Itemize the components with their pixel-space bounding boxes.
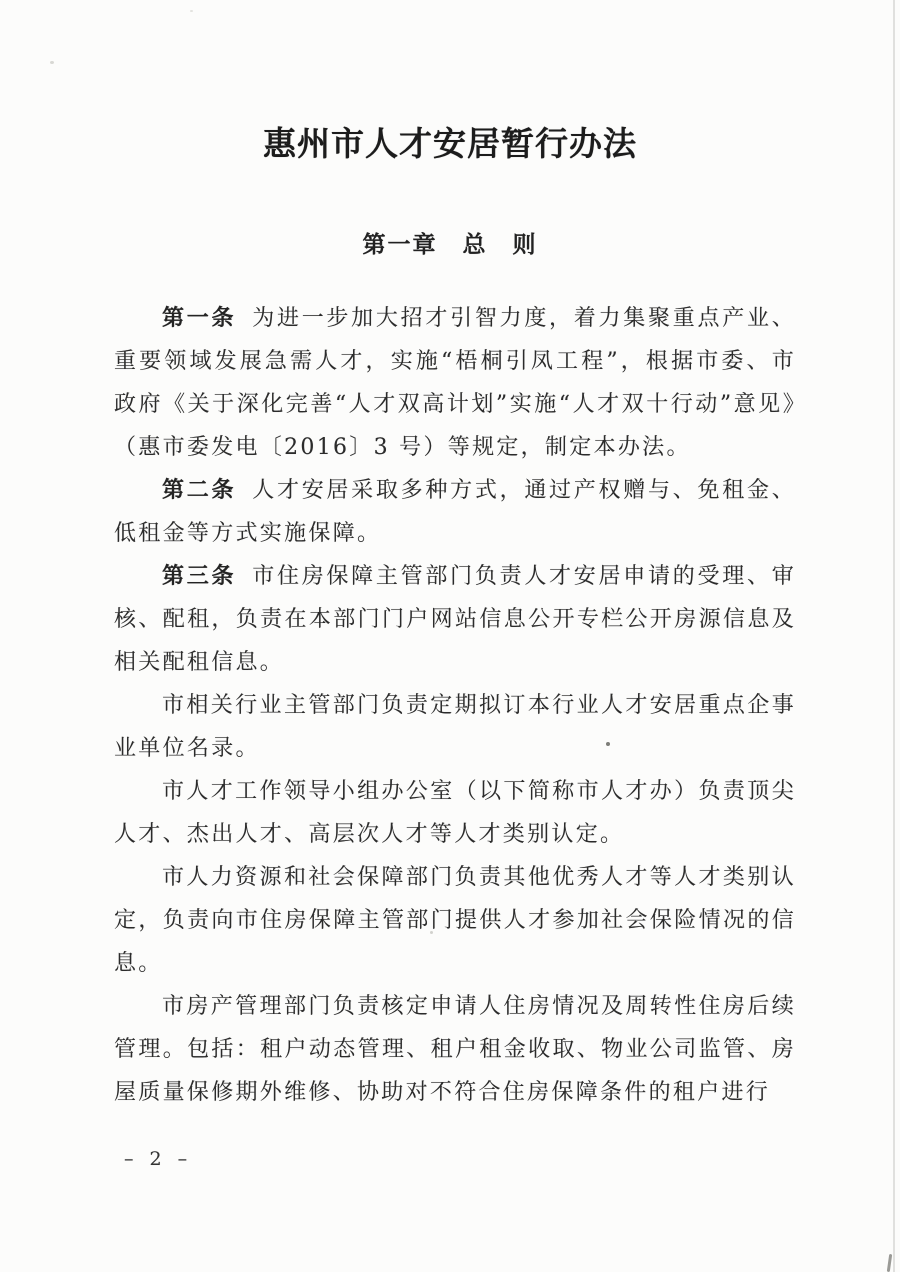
page-number: – 2 – <box>124 1148 193 1170</box>
paragraph-text: 市人力资源和社会保障部门负责其他优秀人才等人才类别认定，负责向市住房保障主管部门提供人才参加社会保险情况的信息。 <box>114 865 796 976</box>
paragraph-article-2 <box>114 469 796 555</box>
paragraph <box>114 856 796 985</box>
chapter-heading: 第一章 总 则 <box>362 232 538 258</box>
scan-speck <box>190 10 193 12</box>
paragraph-text: 为进一步加大招才引智力度，着力集聚重点产业、重要领域发展急需人才，实施“梧桐引凤工程”，根据市委、市政府《关于深化完善“人才双高计划”实施“人才双十行动”意见》（惠市委发电〔2016〕3 号）等规定，制定本办法。 <box>114 306 796 460</box>
article-label: 第三条 <box>162 564 237 589</box>
paragraph-text: 市人才工作领导小组办公室（以下简称市人才办）负责顶尖人才、杰出人才、高层次人才等人才类别认定。 <box>114 779 796 847</box>
scan-edge-mark <box>887 1254 892 1272</box>
document-title: 惠州市人才安居暂行办法 <box>263 124 637 163</box>
scan-edge-line <box>893 0 895 1272</box>
paragraph <box>114 770 796 856</box>
document-body <box>114 297 796 1114</box>
article-label: 第二条 <box>162 478 237 503</box>
article-label: 第一条 <box>162 306 237 331</box>
paragraph <box>114 684 796 770</box>
paragraph <box>114 985 796 1114</box>
paragraph-article-3 <box>114 555 796 684</box>
scan-speck <box>50 61 54 64</box>
paragraph-text: 市房产管理部门负责核定申请人住房情况及周转性住房后续管理。包括：租户动态管理、租户租金收取、物业公司监管、房屋质量保修期外维修、协助对不符合住房保障条件的租户进行 <box>114 994 796 1105</box>
paragraph-text: 人才安居采取多种方式，通过产权赠与、免租金、低租金等方式实施保障。 <box>114 478 796 546</box>
paragraph-text: 市相关行业主管部门负责定期拟订本行业人才安居重点企事业单位名录。 <box>114 693 796 761</box>
paragraph-text: 市住房保障主管部门负责人才安居申请的受理、审核、配租，负责在本部门门户网站信息公开专栏公开房源信息及相关配租信息。 <box>114 564 796 675</box>
paragraph-article-1 <box>114 297 796 469</box>
